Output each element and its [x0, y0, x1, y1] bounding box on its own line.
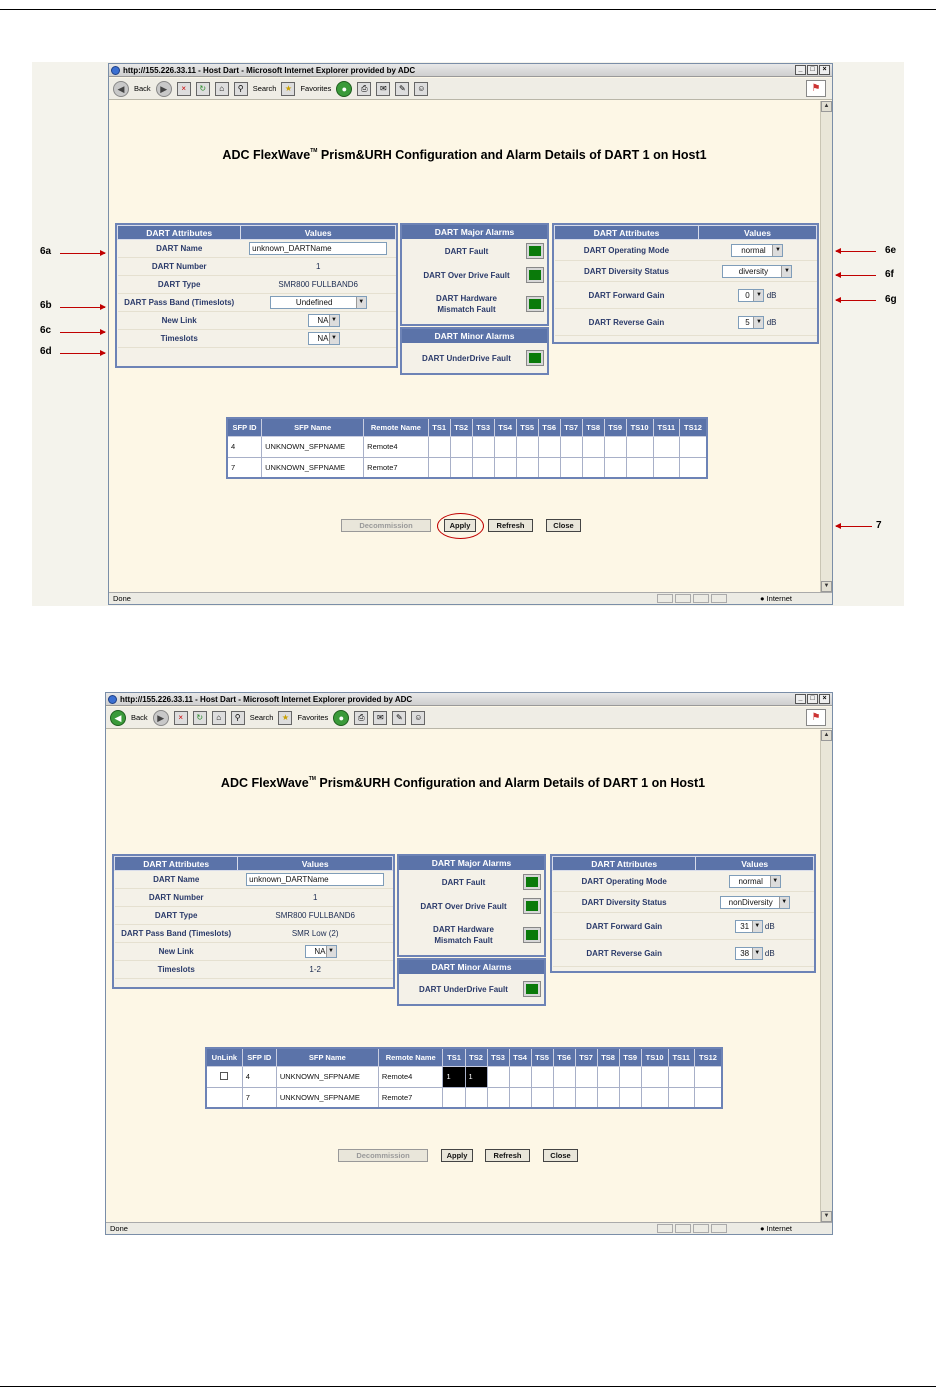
page-heading: ADC FlexWave™ Prism&URH Configuration and Alarm Details of DART 1 on Host1: [220, 776, 706, 790]
status-done: Done: [113, 594, 131, 603]
timeslot-cell[interactable]: [531, 1066, 553, 1087]
sfp-id-cell: 7: [242, 1087, 276, 1108]
hardware-mismatch-indicator: [524, 928, 540, 942]
refresh-button[interactable]: Refresh: [488, 519, 533, 532]
timeslot-cell[interactable]: [465, 1087, 487, 1108]
back-label[interactable]: Back: [131, 713, 148, 722]
stop-icon[interactable]: ×: [177, 82, 191, 96]
sfp-col-header: SFP ID: [242, 1048, 276, 1066]
col-attributes: DART Attributes: [118, 226, 241, 240]
sfp-col-header: TS6: [538, 418, 560, 436]
title-bar: [109, 64, 832, 77]
sfp-col-header: Remote Name: [364, 418, 429, 436]
dart-name-input[interactable]: unknown_DARTName: [246, 873, 384, 886]
sfp-col-header: TS10: [641, 1048, 668, 1066]
search-icon[interactable]: ⚲: [231, 711, 245, 725]
mail-icon[interactable]: ✉: [376, 82, 390, 96]
attributes-panel-left: [115, 223, 398, 368]
table-row: [206, 1087, 722, 1108]
window-title: http://155.226.33.11 - Host Dart - Microsoft Internet Explorer provided by ADC: [123, 66, 416, 75]
operating-mode-label: DART Operating Mode: [553, 871, 696, 892]
callout-6g: 6g: [885, 294, 897, 305]
remote-name-cell: Remote7: [378, 1087, 443, 1108]
sfp-col-header: TS8: [597, 1048, 619, 1066]
dart-name-label: DART Name: [115, 871, 238, 889]
timeslot-cell[interactable]: [604, 457, 626, 478]
callout-6d: 6d: [40, 346, 52, 357]
scroll-up-icon[interactable]: ▲: [821, 101, 832, 112]
dart-number-value: 1: [241, 258, 396, 276]
refresh-icon[interactable]: ↻: [193, 711, 207, 725]
timeslot-cell[interactable]: 1: [465, 1066, 487, 1087]
status-zone: ● Internet: [759, 1224, 792, 1233]
dart-type-value: SMR800 FULLBAND6: [241, 276, 396, 294]
sfp-col-header: TS3: [487, 1048, 509, 1066]
forward-icon[interactable]: ▶: [153, 710, 169, 726]
col-values: Values: [241, 226, 396, 240]
timeslot-cell[interactable]: [472, 457, 494, 478]
stop-icon[interactable]: ×: [174, 711, 188, 725]
operating-mode-select[interactable]: normal ▼: [731, 244, 783, 257]
col-values: Values: [238, 857, 393, 871]
remote-name-cell: Remote7: [364, 457, 429, 478]
col-values-right: Values: [696, 857, 814, 871]
timeslot-cell[interactable]: [604, 436, 626, 457]
sfp-id-cell: 4: [227, 436, 262, 457]
table-row: [227, 436, 707, 457]
major-alarms-title: DART Major Alarms: [399, 856, 544, 870]
scroll-up-icon[interactable]: ▲: [821, 730, 832, 741]
unlink-cell: [206, 1066, 242, 1087]
major-alarms-panel: [400, 223, 549, 326]
col-attributes-right: DART Attributes: [555, 226, 699, 240]
sfp-col-header: SFP Name: [262, 418, 364, 436]
search-label[interactable]: Search: [249, 713, 274, 722]
dart-number-label: DART Number: [115, 889, 238, 907]
dart-type-label: DART Type: [115, 907, 238, 925]
major-alarms-panel: [397, 854, 546, 957]
forward-gain-label: DART Forward Gain: [553, 913, 696, 940]
timeslot-cell[interactable]: [450, 436, 472, 457]
hardware-mismatch-label: DART Hardware Mismatch Fault: [436, 294, 497, 314]
timeslot-cell[interactable]: [641, 1087, 668, 1108]
minimize-button[interactable]: _: [795, 694, 806, 704]
diversity-status-select[interactable]: nonDiversity ▼: [720, 896, 790, 909]
timeslot-cell[interactable]: [575, 1087, 597, 1108]
close-button[interactable]: Close: [546, 519, 581, 532]
sfp-col-header: TS2: [450, 418, 472, 436]
dart-name-input[interactable]: unknown_DARTName: [249, 242, 387, 255]
timeslot-cell[interactable]: [582, 436, 604, 457]
decommission-button[interactable]: Decommission: [338, 1149, 428, 1162]
print-icon[interactable]: ⎙: [357, 82, 371, 96]
dart-fault-indicator: [524, 875, 540, 889]
callout-7: 7: [876, 520, 882, 531]
sfp-name-cell: UNKNOWN_SFPNAME: [276, 1066, 378, 1087]
col-attributes: DART Attributes: [115, 857, 238, 871]
timeslot-cell[interactable]: [487, 1066, 509, 1087]
under-drive-label: DART UnderDrive Fault: [422, 353, 511, 363]
sfp-col-header: TS9: [604, 418, 626, 436]
title-bar: [106, 693, 832, 706]
favorites-label[interactable]: Favorites: [300, 84, 332, 93]
sfp-col-header: SFP ID: [227, 418, 262, 436]
decommission-button[interactable]: Decommission: [341, 519, 431, 532]
mail-icon[interactable]: ✉: [373, 711, 387, 725]
timeslot-cell[interactable]: [516, 457, 538, 478]
edit-icon[interactable]: ✎: [395, 82, 409, 96]
messenger-icon[interactable]: ☺: [414, 82, 428, 96]
attributes-panel-right: [552, 223, 819, 344]
sfp-col-header: TS2: [465, 1048, 487, 1066]
callout-6c: 6c: [40, 325, 52, 336]
sfp-table: [226, 417, 708, 479]
arrow-6a: [60, 253, 105, 254]
reverse-gain-select[interactable]: 38 ▼: [735, 947, 763, 960]
remote-name-cell: Remote4: [364, 436, 429, 457]
back-icon[interactable]: ◀: [110, 710, 126, 726]
status-bar: [109, 592, 832, 604]
timeslot-cell[interactable]: [494, 436, 516, 457]
sfp-col-header: TS5: [516, 418, 538, 436]
vertical-scrollbar[interactable]: [820, 101, 832, 592]
callout-6a: 6a: [40, 246, 52, 257]
timeslot-cell[interactable]: [597, 1087, 619, 1108]
refresh-button[interactable]: Refresh: [485, 1149, 530, 1162]
sfp-name-cell: UNKNOWN_SFPNAME: [262, 457, 364, 478]
dart-fault-indicator: [527, 244, 543, 258]
sfp-col-header: TS6: [553, 1048, 575, 1066]
timeslot-cell[interactable]: [694, 1087, 722, 1108]
diversity-status-label: DART Diversity Status: [553, 892, 696, 913]
arrow-6e: [836, 251, 876, 252]
window-title: http://155.226.33.11 - Host Dart - Microsoft Internet Explorer provided by ADC: [120, 695, 413, 704]
pass-band-label: DART Pass Band (Timeslots): [118, 294, 241, 312]
forward-gain-unit: dB: [764, 921, 775, 931]
timeslot-cell[interactable]: [560, 436, 582, 457]
sfp-col-header: TS5: [531, 1048, 553, 1066]
reverse-gain-label: DART Reverse Gain: [555, 309, 699, 336]
home-icon[interactable]: ⌂: [212, 711, 226, 725]
sfp-col-header: TS11: [653, 418, 679, 436]
col-values-right: Values: [698, 226, 816, 240]
reverse-gain-unit: dB: [764, 948, 775, 958]
favorites-icon[interactable]: ★: [278, 711, 292, 725]
timeslot-cell[interactable]: [509, 1066, 531, 1087]
col-attributes-right: DART Attributes: [553, 857, 696, 871]
operating-mode-select[interactable]: normal ▼: [729, 875, 781, 888]
new-link-label: New Link: [118, 312, 241, 330]
unlink-checkbox[interactable]: [220, 1072, 228, 1080]
windows-logo-icon: ⚑: [806, 709, 826, 726]
dart-name-label: DART Name: [118, 240, 241, 258]
timeslot-cell[interactable]: [472, 436, 494, 457]
close-window-button[interactable]: ×: [819, 694, 830, 704]
timeslot-cell[interactable]: [487, 1087, 509, 1108]
timeslot-cell[interactable]: [619, 1087, 641, 1108]
pass-band-label: DART Pass Band (Timeslots): [115, 925, 238, 943]
over-drive-label: DART Over Drive Fault: [423, 270, 510, 280]
sfp-col-header: TS7: [575, 1048, 597, 1066]
timeslot-cell[interactable]: [575, 1066, 597, 1087]
arrow-6c: [60, 332, 105, 333]
forward-gain-unit: dB: [766, 290, 777, 300]
forward-gain-select[interactable]: 0 ▼: [738, 289, 764, 302]
timeslot-cell[interactable]: [443, 1087, 465, 1108]
minimize-button[interactable]: _: [795, 65, 806, 75]
sfp-col-header: TS11: [668, 1048, 694, 1066]
timeslots-value: 1-2: [238, 961, 393, 979]
sfp-name-cell: UNKNOWN_SFPNAME: [262, 436, 364, 457]
timeslot-cell[interactable]: [668, 1066, 694, 1087]
close-window-button[interactable]: ×: [819, 65, 830, 75]
refresh-icon[interactable]: ↻: [196, 82, 210, 96]
reverse-gain-label: DART Reverse Gain: [553, 940, 696, 967]
sfp-col-header: TS7: [560, 418, 582, 436]
timeslot-cell[interactable]: [582, 457, 604, 478]
timeslot-cell[interactable]: [553, 1066, 575, 1087]
dart-number-label: DART Number: [118, 258, 241, 276]
attributes-panel-right: [550, 854, 816, 973]
timeslot-cell[interactable]: [679, 457, 707, 478]
over-drive-label: DART Over Drive Fault: [420, 901, 507, 911]
media-icon[interactable]: ●: [333, 710, 349, 726]
page-content: [106, 730, 820, 1222]
timeslot-cell[interactable]: [619, 1066, 641, 1087]
timeslot-cell[interactable]: 1: [443, 1066, 465, 1087]
browser-toolbar: [109, 78, 832, 100]
dart-type-value: SMR800 FULLBAND6: [238, 907, 393, 925]
timeslot-cell[interactable]: [531, 1087, 553, 1108]
under-drive-label: DART UnderDrive Fault: [419, 984, 508, 994]
timeslot-cell[interactable]: [428, 457, 450, 478]
scroll-down-icon[interactable]: ▼: [821, 581, 832, 592]
timeslot-cell[interactable]: [653, 457, 679, 478]
timeslot-cell[interactable]: [626, 436, 653, 457]
page-bottom-rule: [0, 1386, 936, 1387]
sfp-col-header: TS12: [679, 418, 707, 436]
browser-window-1: [108, 63, 833, 605]
sfp-col-header: UnLink: [206, 1048, 242, 1066]
arrow-6f: [836, 275, 876, 276]
sfp-table: [205, 1047, 723, 1109]
favorites-icon[interactable]: ★: [281, 82, 295, 96]
diversity-status-select[interactable]: diversity ▼: [722, 265, 792, 278]
timeslot-cell[interactable]: [679, 436, 707, 457]
minor-alarms-panel: [400, 327, 549, 375]
maximize-button[interactable]: □: [807, 65, 818, 75]
apply-highlight-circle: [437, 513, 484, 539]
page-top-rule: [0, 9, 936, 10]
timeslot-cell[interactable]: [653, 436, 679, 457]
timeslot-cell[interactable]: [626, 457, 653, 478]
diversity-status-label: DART Diversity Status: [555, 261, 699, 282]
sfp-col-header: TS9: [619, 1048, 641, 1066]
timeslot-cell[interactable]: [450, 457, 472, 478]
forward-gain-select[interactable]: 31 ▼: [735, 920, 763, 933]
close-button[interactable]: Close: [543, 1149, 578, 1162]
dart-fault-label: DART Fault: [441, 877, 486, 887]
maximize-button[interactable]: □: [807, 694, 818, 704]
page-heading: ADC FlexWave™ Prism&URH Configuration and Alarm Details of DART 1 on Host1: [222, 148, 707, 162]
timeslot-cell[interactable]: [494, 457, 516, 478]
dart-number-value: 1: [238, 889, 393, 907]
sfp-col-header: TS8: [582, 418, 604, 436]
browser-window-2: [105, 692, 833, 1235]
scroll-down-icon[interactable]: ▼: [821, 1211, 832, 1222]
sfp-col-header: TS12: [694, 1048, 722, 1066]
search-label[interactable]: Search: [252, 84, 277, 93]
sfp-name-cell: UNKNOWN_SFPNAME: [276, 1087, 378, 1108]
print-icon[interactable]: ⎙: [354, 711, 368, 725]
reverse-gain-unit: dB: [766, 317, 777, 327]
apply-button[interactable]: Apply: [441, 1149, 473, 1162]
timeslot-cell[interactable]: [509, 1087, 531, 1108]
search-icon[interactable]: ⚲: [234, 82, 248, 96]
arrow-6b: [60, 307, 105, 308]
minor-alarms-panel: [397, 958, 546, 1006]
home-icon[interactable]: ⌂: [215, 82, 229, 96]
sfp-col-header: SFP Name: [276, 1048, 378, 1066]
timeslots-label: Timeslots: [115, 961, 238, 979]
windows-logo-icon: ⚑: [806, 80, 826, 97]
sfp-col-header: TS10: [626, 418, 653, 436]
unlink-cell: [206, 1087, 242, 1108]
timeslot-cell[interactable]: [560, 457, 582, 478]
back-icon[interactable]: ◀: [113, 81, 129, 97]
attributes-panel-left: [112, 854, 395, 989]
timeslot-cell[interactable]: [668, 1087, 694, 1108]
sfp-col-header: TS1: [443, 1048, 465, 1066]
over-drive-indicator: [527, 268, 543, 282]
callout-6e: 6e: [885, 245, 897, 256]
ie-icon: [108, 695, 117, 704]
apply-button[interactable]: Apply: [444, 519, 476, 532]
remote-name-cell: Remote4: [378, 1066, 443, 1087]
under-drive-indicator: [524, 982, 540, 996]
sfp-col-header: Remote Name: [378, 1048, 443, 1066]
table-row: [227, 457, 707, 478]
sfp-id-cell: 4: [242, 1066, 276, 1087]
ie-icon: [111, 66, 120, 75]
minor-alarms-title: DART Minor Alarms: [399, 960, 544, 974]
forward-gain-label: DART Forward Gain: [555, 282, 699, 309]
sfp-col-header: TS3: [472, 418, 494, 436]
timeslot-cell[interactable]: [694, 1066, 722, 1087]
timeslot-cell[interactable]: [538, 457, 560, 478]
new-link-select[interactable]: NA ▼: [308, 314, 340, 327]
timeslot-cell[interactable]: [538, 436, 560, 457]
hardware-mismatch-label: DART Hardware Mismatch Fault: [433, 925, 494, 945]
operating-mode-label: DART Operating Mode: [555, 240, 699, 261]
new-link-select[interactable]: NA ▼: [305, 945, 337, 958]
minor-alarms-title: DART Minor Alarms: [402, 329, 547, 343]
arrow-6g: [836, 300, 876, 301]
callout-6b: 6b: [40, 300, 52, 311]
browser-toolbar: [106, 707, 832, 729]
new-link-label: New Link: [115, 943, 238, 961]
timeslot-cell[interactable]: [641, 1066, 668, 1087]
major-alarms-title: DART Major Alarms: [402, 225, 547, 239]
status-bar: [106, 1222, 832, 1234]
edit-icon[interactable]: ✎: [392, 711, 406, 725]
arrow-6d: [60, 353, 105, 354]
dart-fault-label: DART Fault: [444, 246, 489, 256]
over-drive-indicator: [524, 899, 540, 913]
callout-6f: 6f: [885, 269, 894, 280]
pass-band-select[interactable]: Undefined ▼: [270, 296, 367, 309]
table-row: [206, 1066, 722, 1087]
vertical-scrollbar[interactable]: [820, 730, 832, 1222]
sfp-col-header: TS1: [428, 418, 450, 436]
timeslot-cell[interactable]: [597, 1066, 619, 1087]
timeslot-cell[interactable]: [553, 1087, 575, 1108]
sfp-col-header: TS4: [494, 418, 516, 436]
status-done: Done: [110, 1224, 128, 1233]
forward-icon[interactable]: ▶: [156, 81, 172, 97]
pass-band-value: SMR Low (2): [238, 925, 393, 943]
under-drive-indicator: [527, 351, 543, 365]
dart-type-label: DART Type: [118, 276, 241, 294]
timeslots-select[interactable]: NA ▼: [308, 332, 340, 345]
favorites-label[interactable]: Favorites: [297, 713, 329, 722]
hardware-mismatch-indicator: [527, 297, 543, 311]
timeslot-cell[interactable]: [428, 436, 450, 457]
sfp-col-header: TS4: [509, 1048, 531, 1066]
page-content: [109, 101, 820, 592]
messenger-icon[interactable]: ☺: [411, 711, 425, 725]
sfp-id-cell: 7: [227, 457, 262, 478]
reverse-gain-select[interactable]: 5 ▼: [738, 316, 764, 329]
timeslots-label: Timeslots: [118, 330, 241, 348]
arrow-7: [836, 526, 872, 527]
media-icon[interactable]: ●: [336, 81, 352, 97]
timeslot-cell[interactable]: [516, 436, 538, 457]
back-label[interactable]: Back: [134, 84, 151, 93]
status-zone: ● Internet: [759, 594, 792, 603]
